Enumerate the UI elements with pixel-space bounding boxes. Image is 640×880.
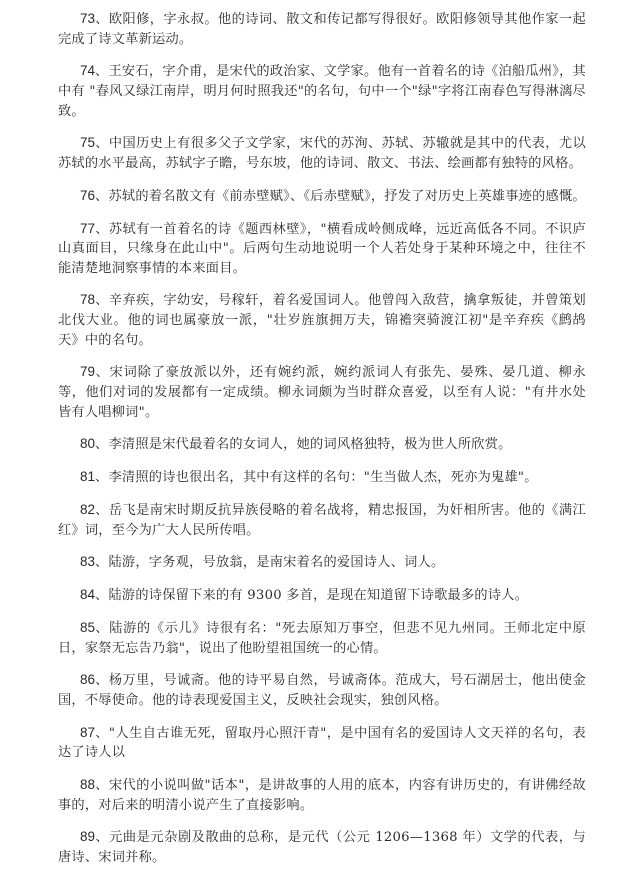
item-number: 83 <box>80 554 96 570</box>
list-item <box>58 9 586 49</box>
list-item <box>58 827 586 867</box>
list-item <box>58 585 586 606</box>
item-text: 、宋代的小说叫做"话本"，是讲故事的人用的底本，内容有讲历史的，有讲佛经故事的，对后来的明清小说产生了直接影响。 <box>58 778 586 813</box>
list-item <box>58 290 586 350</box>
item-number: 76 <box>80 187 96 203</box>
item-number: 79 <box>80 364 96 380</box>
list-item <box>58 552 586 573</box>
list-item <box>58 362 586 422</box>
document-body <box>58 9 586 880</box>
item-number: 74 <box>80 63 96 79</box>
item-text: 、欧阳修，字永叔。他的诗词、散文和传记都写得很好。欧阳修领导其他作家一起完成了诗文革新运动。 <box>58 12 586 47</box>
item-number: 89 <box>80 829 96 845</box>
item-text: 、中国历史上有很多父子文学家，宋代的苏洵、苏轼、苏辙就是其中的代表，尤以苏轼的水平最高，苏轼字子瞻，号东坡，他的诗词、散文、书法、绘画都有独特的风格。 <box>58 136 586 171</box>
item-text: 、宋词除了豪放派以外，还有婉约派，婉约派词人有张先、晏殊、晏几道、柳永等，他们对词的发展都有一定成绩。柳永词颇为当时群众喜爱，以至有人说："有井水处皆有人唱柳词"。 <box>58 365 586 420</box>
item-text: 、李清照的诗也很出名，其中有这样的名句："生当做人杰，死亦为鬼雄"。 <box>95 470 538 486</box>
list-item <box>58 61 586 121</box>
item-number: 88 <box>80 777 96 793</box>
item-number: 77 <box>80 220 96 236</box>
list-item <box>58 723 586 763</box>
list-item <box>58 467 586 488</box>
item-text: 、杨万里，号诚斋。他的诗平易自然，号诚斋体。范成大，号石湖居士，他出使金国，不辱使命。他的诗表现爱国主义，反映社会现实，独创风格。 <box>58 673 586 708</box>
item-text: 、辛弃疾，字幼安，号稼轩，着名爱国词人。他曾闯入敌营，擒拿叛徒，并曾策划北伐大业。他的词也属豪放一派，"壮岁旌旗拥万夫，锦襜突骑渡江初"是辛弃疾《鹧鸪天》中的名句。 <box>58 293 586 348</box>
item-number: 85 <box>80 619 96 635</box>
item-text: 、苏轼的着名散文有《前赤壁赋》、《后赤壁赋》，抒发了对历史上英雄事迹的感慨。 <box>95 188 586 204</box>
item-text: 、元曲是元杂剧及散曲的总称，是元代（公元 1206—1368 年）文学的代表，与唐诗、宋词并称。 <box>58 830 586 865</box>
list-item <box>58 186 586 207</box>
item-text: 、王安石，字介甫，是宋代的政治家、文学家。他有一首着名的诗《泊船瓜州》，其中有 "春风又绿江南岸，明月何时照我还"的名句，句中一个"绿"字将江南春色写得淋漓尽致。 <box>58 64 586 119</box>
item-number: 84 <box>80 587 96 603</box>
item-number: 80 <box>80 436 96 452</box>
list-item <box>58 219 586 279</box>
item-number: 78 <box>80 292 96 308</box>
list-item <box>58 500 586 540</box>
item-number: 73 <box>80 11 96 26</box>
item-number: 82 <box>80 501 96 517</box>
item-number: 75 <box>80 135 96 151</box>
item-number: 81 <box>80 469 96 485</box>
item-text: 、李清照是宋代最着名的女词人，她的词风格独特，极为世人所欣赏。 <box>95 437 512 453</box>
item-text: 、岳飞是南宋时期反抗异族侵略的着名战将，精忠报国，为奸相所害。他的《满江红》词，至今为广大人民所传唱。 <box>58 502 586 538</box>
item-text: 、陆游的诗保留下来的有 9300 多首，是现在知道留下诗歌最多的诗人。 <box>95 588 529 604</box>
item-number: 87 <box>80 724 96 740</box>
list-item <box>58 618 586 658</box>
item-text: 、苏轼有一首着名的诗《题西林壁》，"横看成岭侧成峰，远近高低各不同。不识庐山真面目，只缘身在此山中"。后两句生动地说明一个人若处身于某种环境之中，往往不能清楚地洞察事情的本来面目。 <box>58 221 586 276</box>
list-item <box>58 670 586 710</box>
list-item <box>58 775 586 815</box>
item-number: 86 <box>80 672 96 688</box>
item-text: 、陆游，字务观，号放翁，是南宋着名的爱国诗人、词人。 <box>95 555 445 571</box>
list-item <box>58 434 586 455</box>
list-item <box>58 133 586 173</box>
item-text: 、陆游的《示儿》诗很有名："死去原知万事空，但悲不见九州同。王师北定中原日，家祭无忘告乃翁"，说出了他盼望祖国统一的心情。 <box>58 620 586 656</box>
item-text: 、"人生自古谁无死，留取丹心照汗青"，是中国有名的爱国诗人文天祥的名句，表达了诗人以 <box>58 725 586 761</box>
